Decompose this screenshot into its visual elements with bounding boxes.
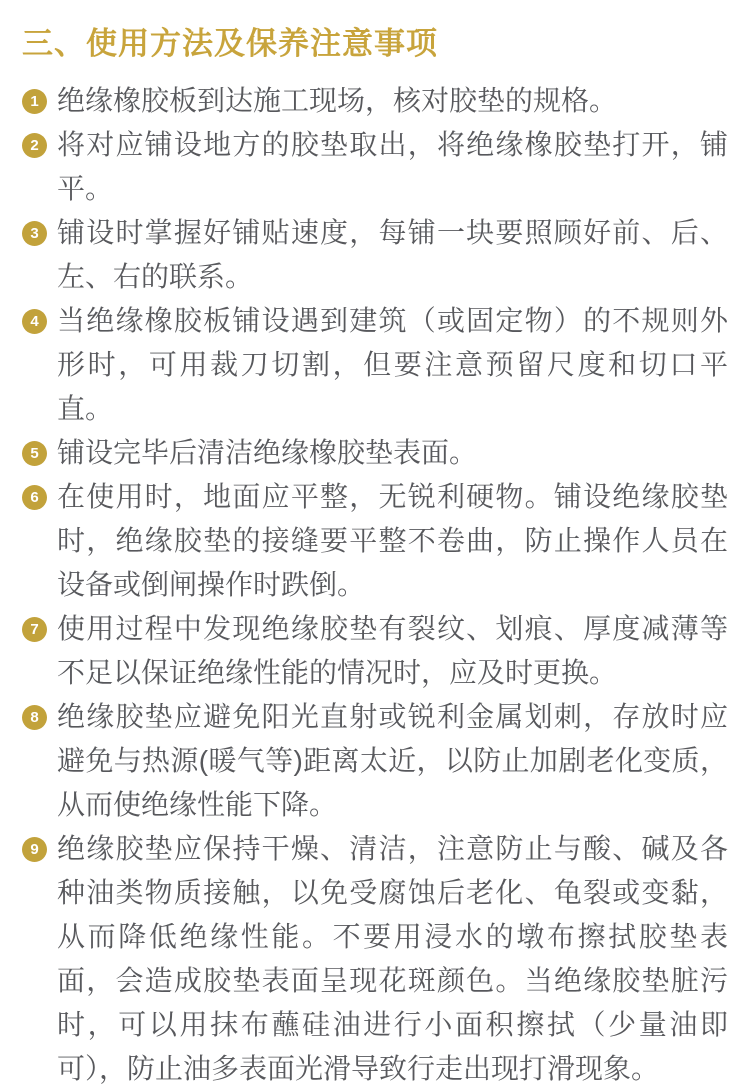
item-number-badge: 2 <box>22 133 47 158</box>
item-text: 绝缘胶垫应保持干燥、清洁，注意防止与酸、碱及各种油类物质接触，以免受腐蚀后老化、龟裂或变黏，从而降低绝缘性能。不要用浸水的墩布擦拭胶垫表面，会造成胶垫表面呈现花斑颜色。当绝缘胶垫脏污时，可以用抹布蘸硅油进行小面积擦拭（少量油即可），防止油多表面光滑导致行走出现打滑现象。 <box>57 833 728 1084</box>
instruction-item <box>22 211 730 299</box>
item-number-badge: 7 <box>22 617 47 642</box>
item-text: 当绝缘橡胶板铺设遇到建筑（或固定物）的不规则外形时，可用裁刀切割，但要注意预留尺度和切口平直。 <box>57 305 728 424</box>
item-number-badge: 1 <box>22 89 47 114</box>
item-number-badge: 9 <box>22 837 47 862</box>
item-number-badge: 6 <box>22 485 47 510</box>
instruction-item <box>22 123 730 211</box>
item-text: 铺设时掌握好铺贴速度，每铺一块要照顾好前、后、左、右的联系。 <box>57 217 728 292</box>
item-number-badge: 4 <box>22 309 47 334</box>
instruction-item <box>22 431 730 475</box>
section-heading: 三、使用方法及保养注意事项 <box>22 26 438 61</box>
instruction-item <box>22 827 730 1091</box>
instruction-item <box>22 695 730 827</box>
item-text: 在使用时，地面应平整，无锐利硬物。铺设绝缘胶垫时，绝缘胶垫的接缝要平整不卷曲，防止操作人员在设备或倒闸操作时跌倒。 <box>57 481 728 600</box>
instruction-item <box>22 607 730 695</box>
instruction-item <box>22 79 730 123</box>
instruction-list <box>22 79 730 1091</box>
item-text: 绝缘橡胶板到达施工现场，核对胶垫的规格。 <box>57 85 618 116</box>
instruction-item <box>22 475 730 607</box>
item-number-badge: 5 <box>22 441 47 466</box>
item-number-badge: 8 <box>22 705 47 730</box>
item-text: 使用过程中发现绝缘胶垫有裂纹、划痕、厚度减薄等不足以保证绝缘性能的情况时，应及时更换。 <box>57 613 728 688</box>
instruction-item <box>22 299 730 431</box>
item-number-badge: 3 <box>22 221 47 246</box>
item-text: 绝缘胶垫应避免阳光直射或锐利金属划刺，存放时应避免与热源(暖气等)距离太近，以防止加剧老化变质，从而使绝缘性能下降。 <box>57 701 728 820</box>
item-text: 铺设完毕后清洁绝缘橡胶垫表面。 <box>57 437 478 468</box>
item-text: 将对应铺设地方的胶垫取出，将绝缘橡胶垫打开，铺平。 <box>57 129 728 204</box>
